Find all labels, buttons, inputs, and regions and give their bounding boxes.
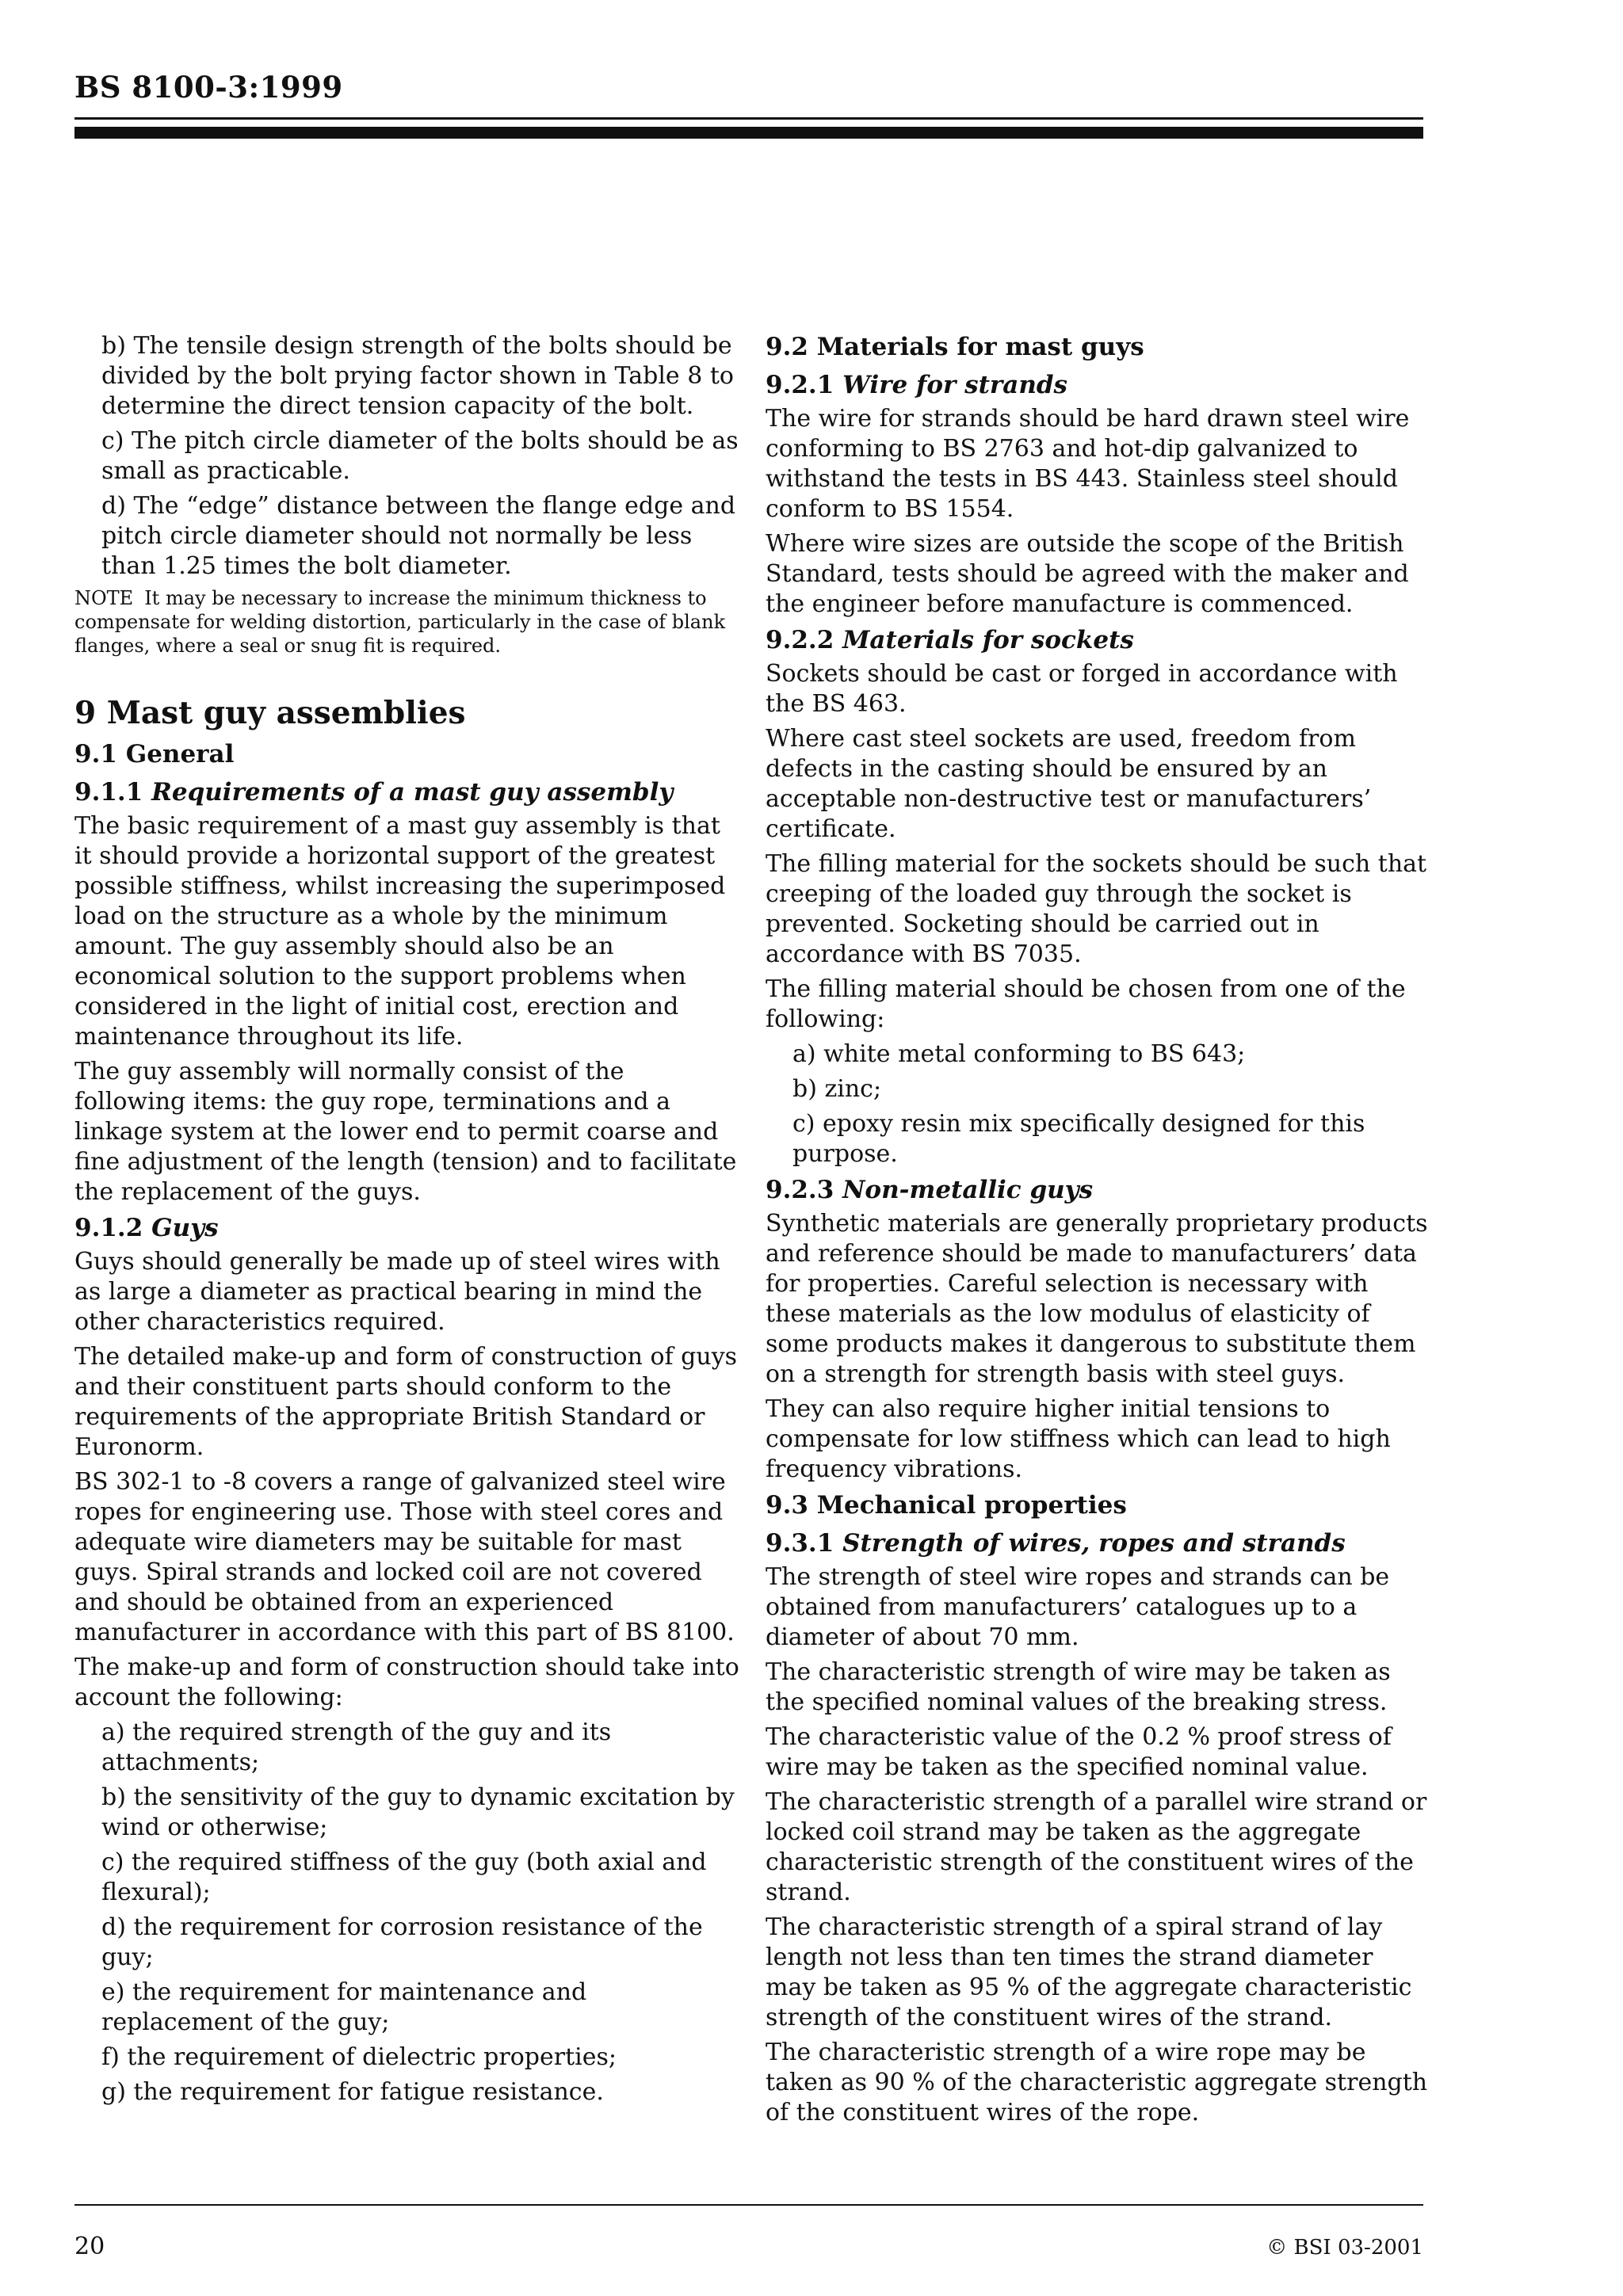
list-item: b) zinc; <box>792 1075 882 1103</box>
paragraph: The make-up and form of construction should take into account the following: <box>74 1653 739 1711</box>
paragraph: The detailed make-up and form of construction of guys and their constituent parts should conform to the requirements of the appropriate British Standard or Euronorm. <box>74 1343 738 1461</box>
document-code: BS 8100-3:1999 <box>74 70 343 105</box>
paragraph: They can also require higher initial tensions to compensate for low stiffness which can lead to high frequency vibrations. <box>766 1395 1391 1483</box>
paragraph: The basic requirement of a mast guy assembly is that it should provide a horizontal support of the greatest possible stiffness, whilst increasing the superimposed load on the structure as a whole by the minimum amount. The guy assembly should also be an economical solution to the support problems when considered in the light of initial cost, erection and maintenance throughout its life. <box>74 812 726 1051</box>
paragraph: The characteristic strength of a spiral strand of lay length not less than ten times the strand diameter may be taken as 95 % of the aggregate characteristic strength of the constituent wires of the strand. <box>766 1913 1412 2031</box>
list-item: b) the sensitivity of the guy to dynamic excitation by wind or otherwise; <box>101 1783 735 1841</box>
paragraph: The characteristic value of the 0.2 % proof stress of wire may be taken as the specified nominal value. <box>766 1723 1392 1781</box>
paragraph: The characteristic strength of a wire rope may be taken as 90 % of the characteristic aggregate strength of the constituent wires of the rope. <box>766 2039 1428 2126</box>
list-item: f) the requirement of dielectric properties; <box>101 2043 617 2071</box>
list-item: a) white metal conforming to BS 643; <box>792 1040 1246 1068</box>
paragraph: Where cast steel sockets are used, freedom from defects in the casting should be ensured by an acceptable non-destructive test or manufacturers’ certificate. <box>766 725 1372 843</box>
list-item: b) The tensile design strength of the bolts should be divided by the bolt prying factor shown in Table 8 to determine the direct tension capacity of the bolt. <box>101 332 734 420</box>
clause-heading <box>766 624 1430 656</box>
clause-title: Requirements of a mast guy assembly <box>151 778 674 807</box>
paragraph: The filling material should be chosen from one of the following: <box>766 975 1406 1033</box>
subsection-heading: 9.1 General <box>74 740 235 769</box>
clause-title: Non-metallic guys <box>842 1176 1094 1204</box>
clause-number: 9.2.3 <box>766 1176 834 1204</box>
clause-number: 9.2.1 <box>766 371 834 399</box>
note <box>74 586 740 658</box>
paragraph: The wire for strands should be hard drawn steel wire conforming to BS 2763 and hot-dip galvanized to withstand the tests in BS 443. Stainless steel should conform to BS 1554. <box>766 405 1410 523</box>
header-rule-thick <box>74 127 1423 139</box>
list-item: c) epoxy resin mix specifically designed for this purpose. <box>792 1110 1365 1168</box>
paragraph: Sockets should be cast or forged in accordance with the BS 463. <box>766 660 1398 718</box>
paragraph: Guys should generally be made up of steel wires with as large a diameter as practical bearing in mind the other characteristics required. <box>74 1248 720 1336</box>
clause-title: Guys <box>151 1214 219 1242</box>
footer-rule <box>74 2204 1423 2206</box>
header-rule-thin <box>74 117 1423 120</box>
paragraph: BS 302-1 to -8 covers a range of galvanized steel wire ropes for engineering use. Those with steel cores and adequate wire diameters may be suitable for mast guys. Spiral strands and locked coil are not covered and should be obtained from an experienced manufacturer in accordance with this part of BS 8100. <box>74 1468 735 1646</box>
clause-title: Wire for strands <box>842 371 1067 399</box>
page-number: 20 <box>74 2233 105 2260</box>
list-item: g) the requirement for fatigue resistance. <box>101 2078 604 2106</box>
copyright-notice: © BSI 03-2001 <box>1266 2236 1423 2260</box>
subsection-heading: 9.2 Materials for mast guys <box>766 333 1144 361</box>
paragraph: The characteristic strength of a parallel wire strand or locked coil strand may be taken as the aggregate characteristic strength of the constituent wires of the strand. <box>766 1788 1427 1906</box>
paragraph: The characteristic strength of wire may be taken as the specified nominal values of the breaking stress. <box>766 1658 1391 1716</box>
clause-heading <box>766 369 1430 401</box>
note-label: NOTE <box>74 587 134 609</box>
list-item: e) the requirement for maintenance and replacement of the guy; <box>101 1978 587 2036</box>
note-text: It may be necessary to increase the minimum thickness to compensate for welding distortion, particularly in the case of blank flanges, where a seal or snug fit is required. <box>74 587 726 657</box>
section-heading: 9 Mast guy assemblies <box>74 695 466 731</box>
subsection-heading: 9.3 Mechanical properties <box>766 1491 1127 1520</box>
list-item: c) the required stiffness of the guy (both axial and flexural); <box>101 1848 707 1906</box>
paragraph: The strength of steel wire ropes and strands can be obtained from manufacturers’ catalogues up to a diameter of about 70 mm. <box>766 1563 1390 1651</box>
list-item: d) The “edge” distance between the flange edge and pitch circle diameter should not normally be less than 1.25 times the bolt diameter. <box>101 492 736 580</box>
paragraph: The guy assembly will normally consist of the following items: the guy rope, terminations and a linkage system at the lower end to permit coarse and fine adjustment of the length (tension) and to facilitate the replacement of the guys. <box>74 1058 737 1206</box>
left-column <box>74 331 740 2112</box>
clause-number: 9.3.1 <box>766 1529 834 1558</box>
clause-heading <box>74 1212 740 1244</box>
paragraph: Where wire sizes are outside the scope of the British Standard, tests should be agreed with the maker and the engineer before manufacture is commenced. <box>766 530 1409 618</box>
clause-number: 9.2.2 <box>766 626 834 654</box>
clause-number: 9.1.1 <box>74 778 143 807</box>
clause-title: Strength of wires, ropes and strands <box>842 1529 1346 1558</box>
clause-title: Materials for sockets <box>842 626 1134 654</box>
list-item: a) the required strength of the guy and its attachments; <box>101 1718 612 1776</box>
right-column <box>766 331 1430 2133</box>
list-item: d) the requirement for corrosion resistance of the guy; <box>101 1913 703 1971</box>
clause-heading <box>74 776 740 808</box>
paragraph: Synthetic materials are generally proprietary products and reference should be made to manufacturers’ data for properties. Careful selection is necessary with these materials as the low modulus of elasticity of some products makes it dangerous to substitute them on a strength for strength basis with steel guys. <box>766 1210 1428 1388</box>
clause-heading <box>766 1527 1430 1559</box>
clause-heading <box>766 1174 1430 1206</box>
list-item: c) The pitch circle diameter of the bolts should be as small as practicable. <box>101 427 739 485</box>
paragraph: The filling material for the sockets should be such that creeping of the loaded guy through the socket is prevented. Socketing should be carried out in accordance with BS 7035. <box>766 850 1427 968</box>
clause-number: 9.1.2 <box>74 1214 143 1242</box>
